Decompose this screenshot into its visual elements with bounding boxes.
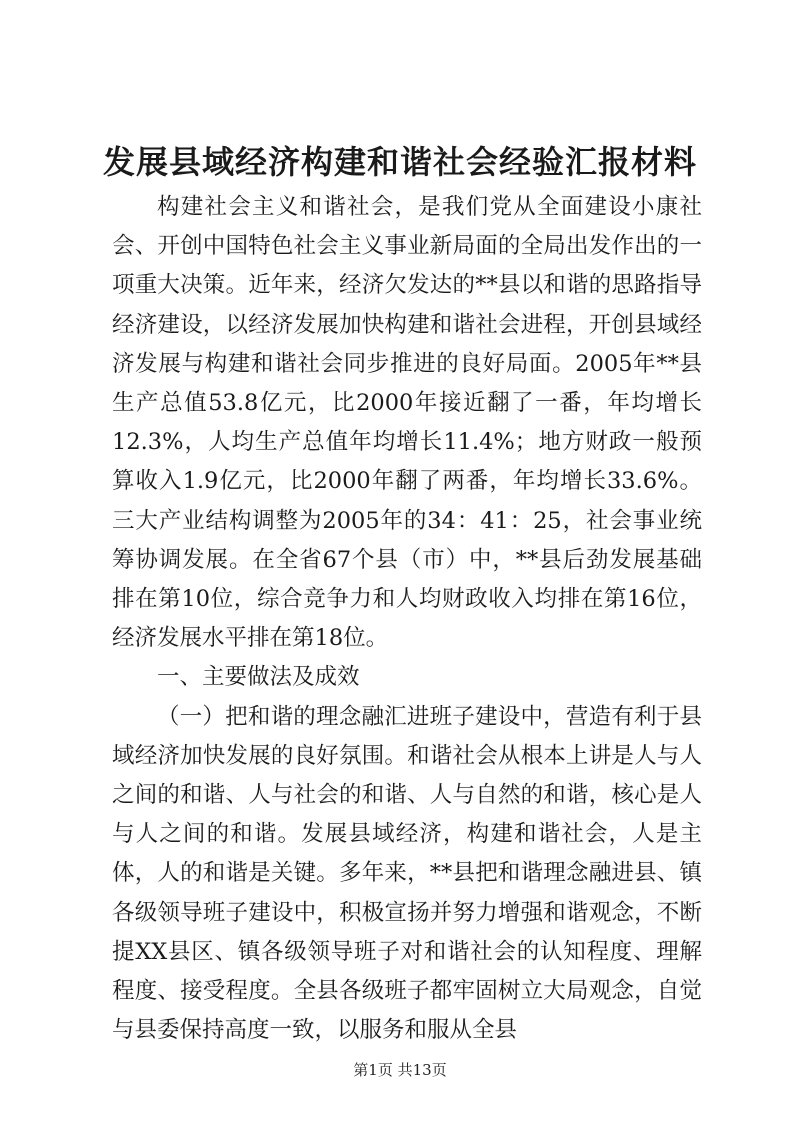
page-footer: 第1页 共13页: [353, 1061, 447, 1079]
section-paragraph: （一）把和谐的理念融汇进班子建设中，营造有利于县域经济加快发展的良好氛围。和谐社会从根本上讲是人与人之间的和谐、人与社会的和谐、人与自然的和谐，核心是人与人之间的和谐。发展县域经济，构建和谐社会，人是主体，人的和谐是关键。多年来，**县把和谐理念融进县、镇各级领导班子建设中，积极宣扬并努力增强和谐观念，不断提XX县区、镇各级领导班子对和谐社会的认知程度、理解程度、接受程度。全县各级班子都牢固树立大局观念，自觉与县委保持高度一致，以服务和服从全县: [112, 703, 702, 1044]
intro-paragraph: 构建社会主义和谐社会，是我们党从全面建设小康社会、开创中国特色社会主义事业新局面的全局出发作出的一项重大决策。近年来，经济欠发达的**县以和谐的思路指导经济建设，以经济发展加快构建和谐社会进程，开创县域经济发展与构建和谐社会同步推进的良好局面。2005年**县生产总值53.8亿元，比2000年接近翻了一番，年均增长12.3%，人均生产总值年均增长11.4%；地方财政一般预算收入1.9亿元，比2000年翻了两番，年均增长33.6%。三大产业结构调整为2005年的34：41：25，社会事业统筹协调发展。在全省67个县（市）中，**县后劲发展基础排在第10位，综合竞争力和人均财政收入均排在第16位，经济发展水平排在第18位。: [112, 194, 702, 652]
document-body: [112, 188, 702, 1050]
section-heading: 一、主要做法及成效: [157, 664, 360, 691]
document-title: 发展县域经济构建和谐社会经验汇报材料: [102, 143, 697, 181]
